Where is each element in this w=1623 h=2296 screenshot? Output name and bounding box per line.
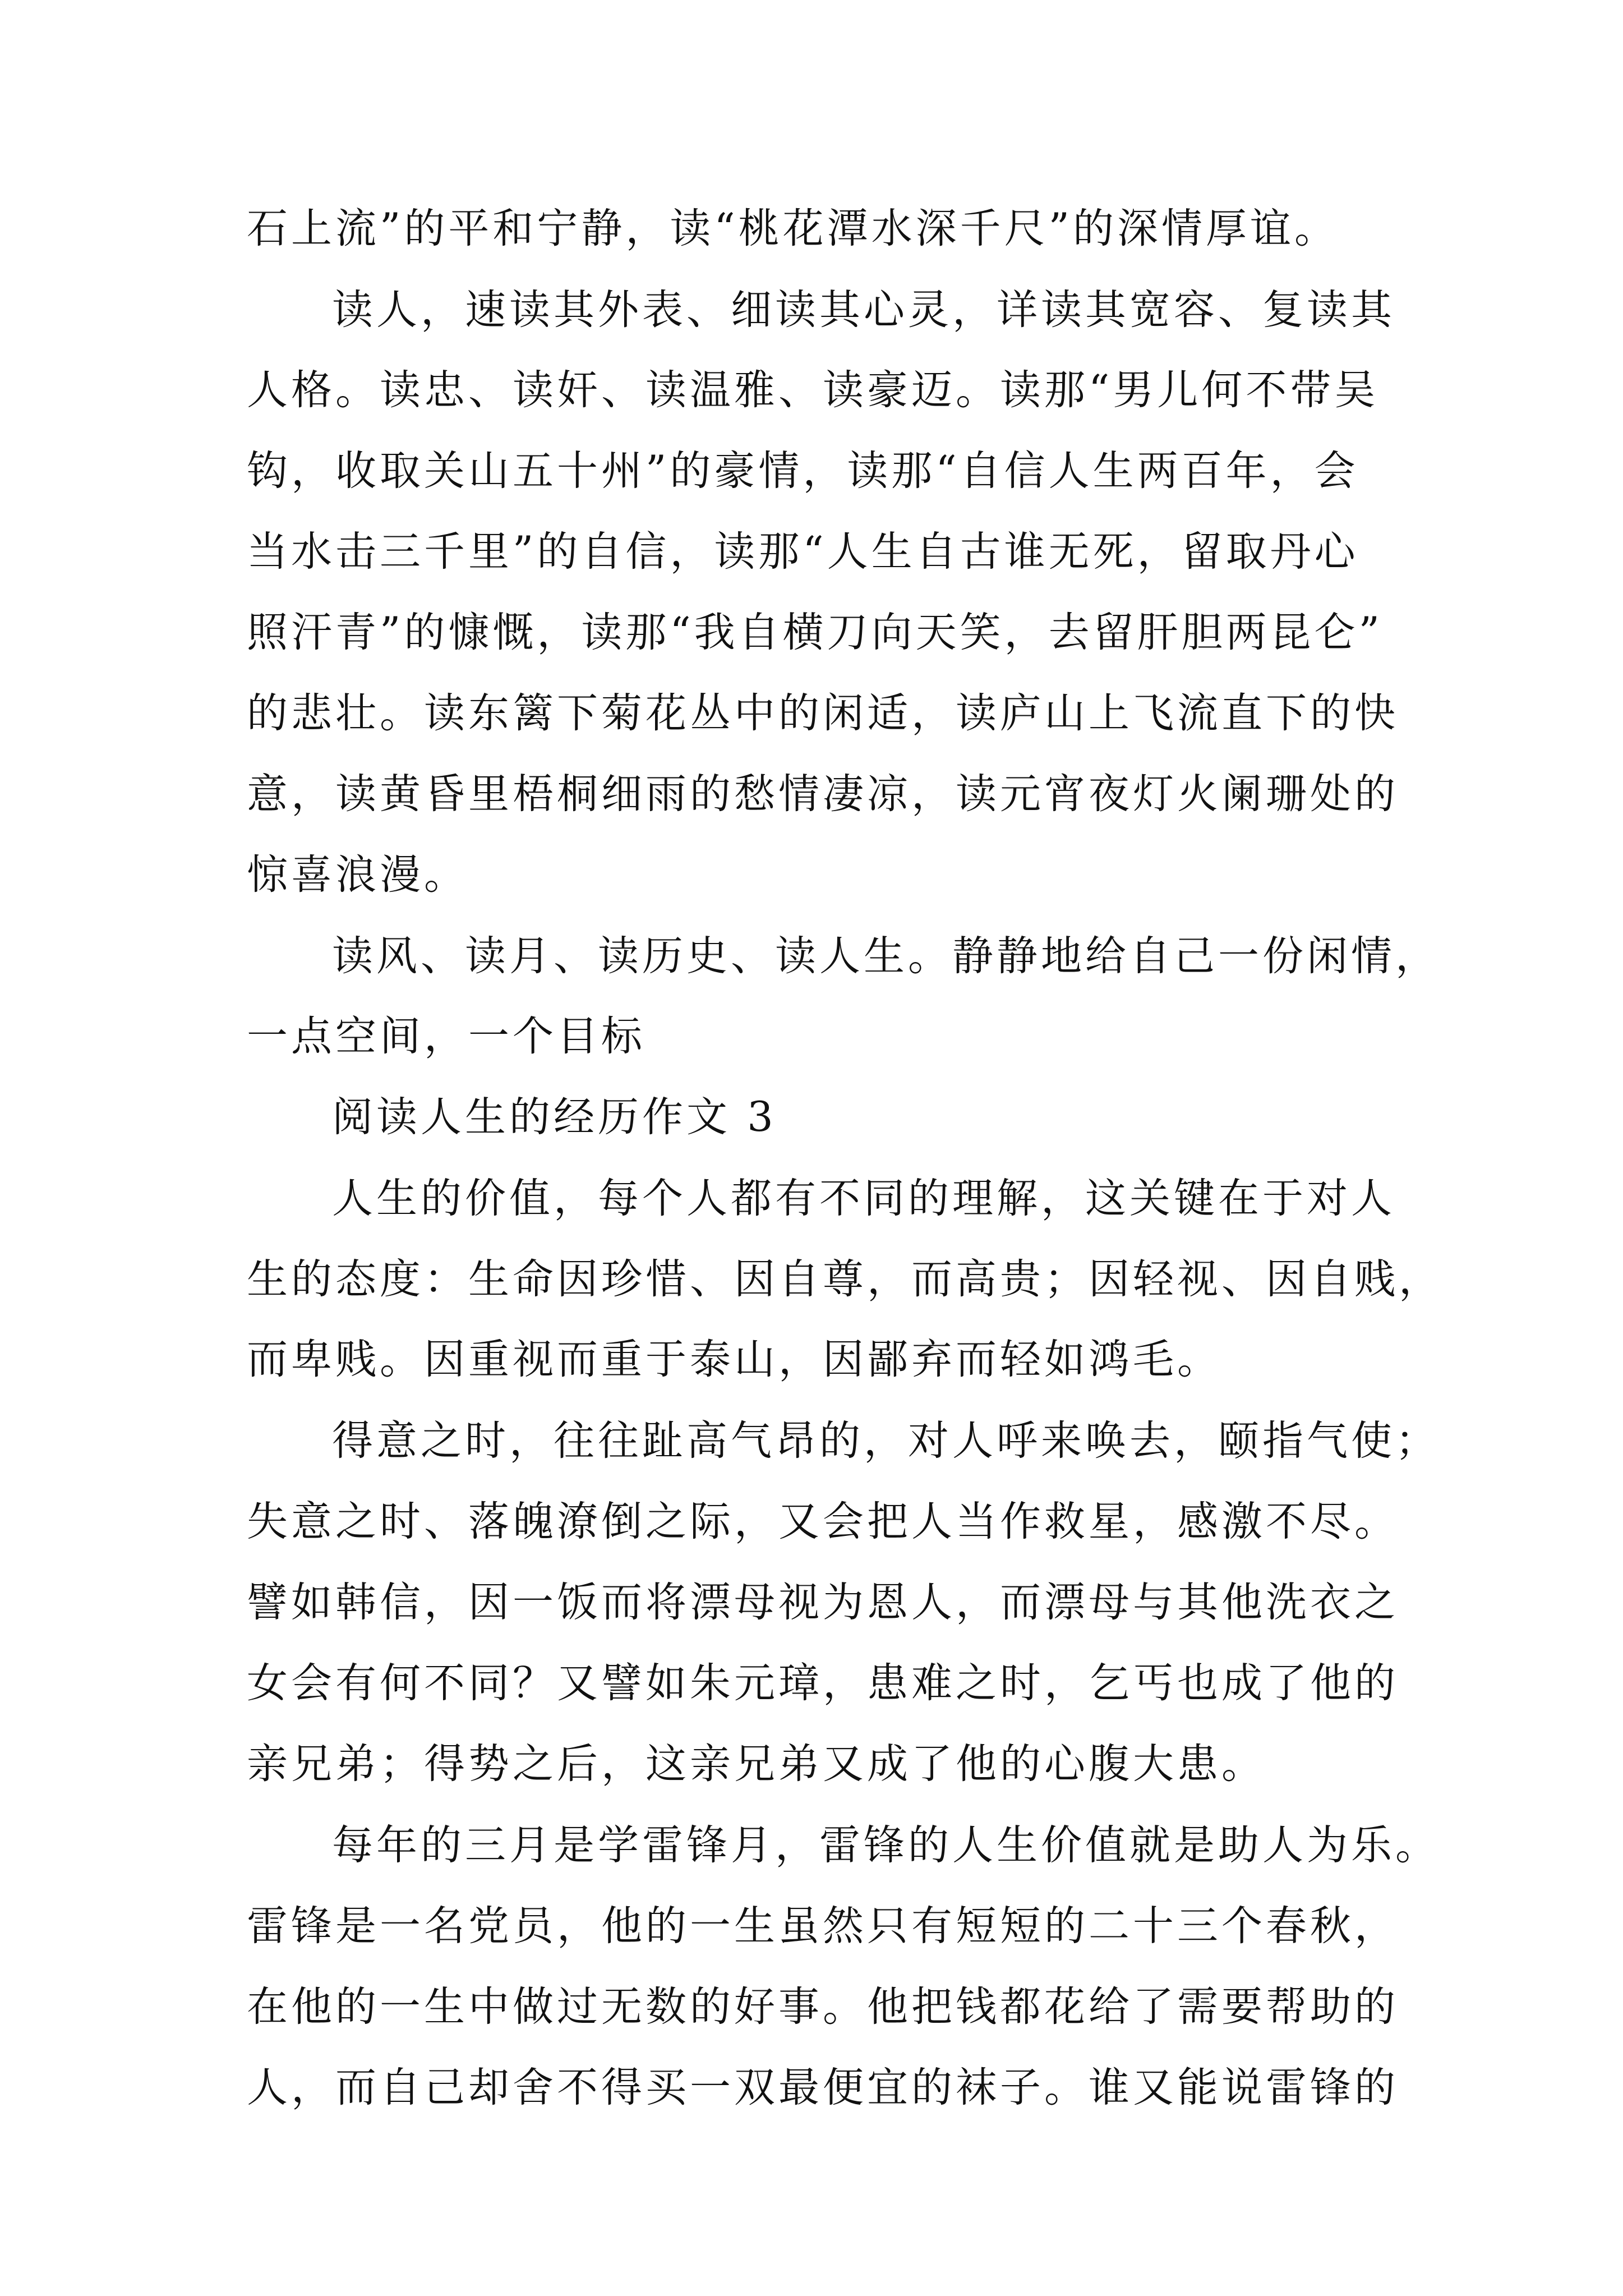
section-heading: 阅读人生的经历作文 3	[332, 1093, 777, 1141]
text-line: 在他的一生中做过无数的好事。他把钱都花给了需要帮助的	[247, 1983, 1399, 2031]
text-line: 一点空间，一个目标	[247, 1013, 645, 1060]
text-line: 女会有何不同？又譬如朱元璋，患难之时，乞丐也成了他的	[247, 1659, 1399, 1707]
text-line: 意，读黄昏里梧桐细雨的愁情凄凉，读元宵夜灯火阑珊处的	[247, 770, 1399, 818]
paragraph-start-line: 得意之时，往往趾高气昂的，对人呼来唤去，颐指气使；	[332, 1417, 1440, 1465]
text-line: 的悲壮。读东篱下菊花丛中的闲适，读庐山上飞流直下的快	[247, 689, 1399, 737]
text-line: 亲兄弟；得势之后，这亲兄弟又成了他的心腹大患。	[247, 1740, 1266, 1788]
text-line: 当水击三千里”的自信，读那“人生自古谁无死，留取丹心	[247, 528, 1359, 576]
paragraph-start-line: 读风、读月、读历史、读人生。静静地给自己一份闲情，	[332, 932, 1440, 980]
text-line: 雷锋是一名党员，他的一生虽然只有短短的二十三个春秋，	[247, 1902, 1399, 1950]
paragraph-start-line: 人生的价值，每个人都有不同的理解，这关键在于对人	[332, 1175, 1395, 1222]
text-line: 生的态度：生命因珍惜、因自尊，而高贵；因轻视、因自贱，	[247, 1255, 1443, 1303]
text-line: 钩，收取关山五十州”的豪情，读那“自信人生两百年，会	[247, 447, 1359, 495]
text-line: 惊喜浪漫。	[247, 851, 468, 899]
text-line: 石上流”的平和宁静，读“桃花潭水深千尺”的深情厚谊。	[247, 205, 1339, 252]
text-line: 譬如韩信，因一饭而将漂母视为恩人，而漂母与其他洗衣之	[247, 1579, 1399, 1626]
paragraph-start-line: 每年的三月是学雷锋月，雷锋的人生价值就是助人为乐。	[332, 1821, 1440, 1869]
paragraph-start-line: 读人，速读其外表、细读其心灵，详读其宽容、复读其	[332, 286, 1395, 334]
text-line: 人格。读忠、读奸、读温雅、读豪迈。读那“男儿何不带吴	[247, 366, 1379, 414]
text-line: 人，而自己却舍不得买一双最便宜的袜子。谁又能说雷锋的	[247, 2064, 1399, 2111]
text-line: 而卑贱。因重视而重于泰山，因鄙弃而轻如鸿毛。	[247, 1336, 1221, 1383]
text-line: 失意之时、落魄潦倒之际，又会把人当作救星，感激不尽。	[247, 1498, 1399, 1545]
text-line: 照汗青”的慷慨，读那“我自横刀向天笑，去留肝胆两昆仑”	[247, 609, 1383, 656]
